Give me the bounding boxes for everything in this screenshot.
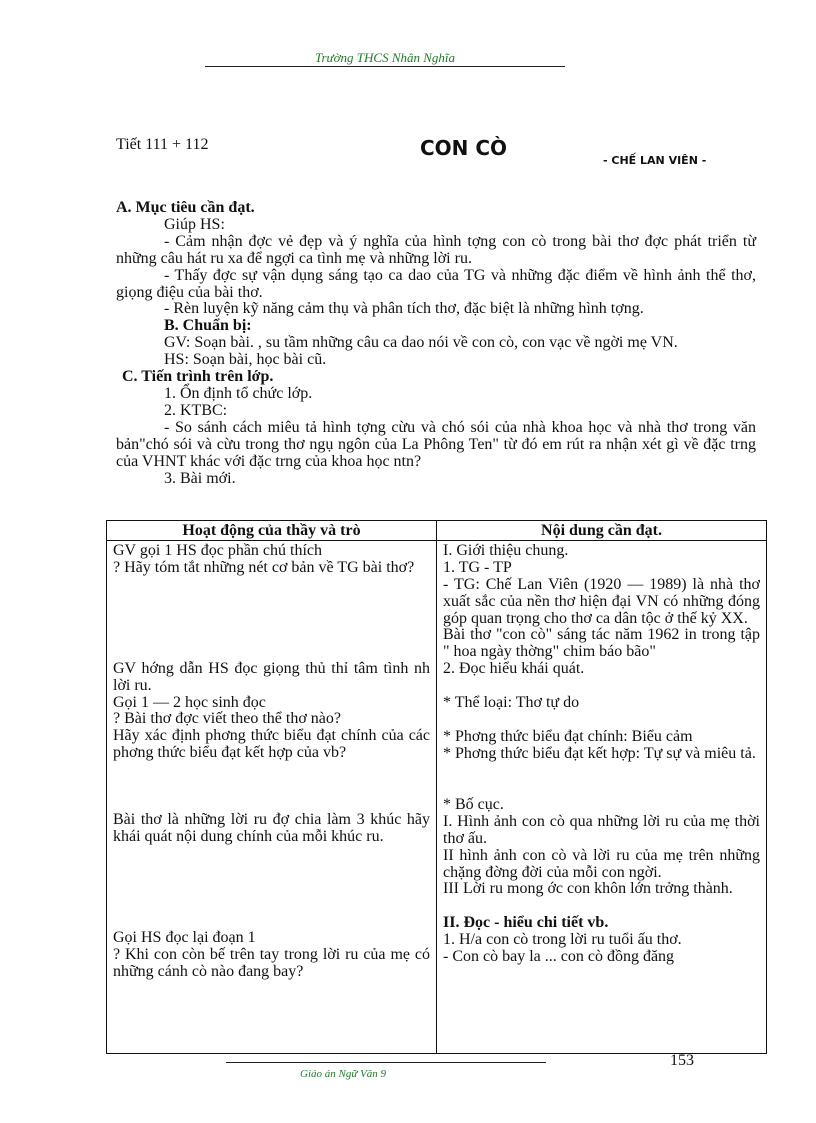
activity-line: ? Bài thơ đợc viết theo thể thơ nào?: [113, 710, 341, 728]
content-line: I. Giới thiệu chung.: [443, 542, 569, 559]
table-header-content: Nội dung cần đạt.: [437, 521, 767, 541]
content-line: 1. TG - TP: [443, 558, 512, 576]
section-a-title: A. Mục tiêu cần đạt.: [116, 199, 255, 216]
activity-line: ? Khi con còn bế trên tay trong lời ru của mẹ có những cánh cò nào đang bay?: [113, 945, 430, 980]
content-column: [437, 540, 767, 1053]
section-b-title: B. Chuẩn bị:: [164, 317, 252, 335]
section-c-title: C. Tiến trình trên lớp.: [122, 368, 274, 386]
activity-line: Gọi 1 — 2 học sinh đọc: [113, 693, 266, 711]
content-line: - Con cò bay la ... con cò đồng đăng: [443, 948, 675, 966]
activity-line: Gọi HS đọc lại đoạn 1: [113, 928, 256, 946]
content-line: III Lời ru mong ớc con khôn lớn trởng thành.: [443, 880, 733, 898]
activity-line: Bài thơ là những lời ru đợ chia làm 3 khúc hãy khái quát nội dung chính của mỗi khúc ru.: [113, 811, 430, 846]
step-2: 2. KTBC:: [164, 401, 228, 419]
table-header-activities: Hoạt động của thầy và trò: [107, 521, 437, 541]
activity-line: GV hớng dẫn HS đọc giọng thủ thỉ tâm tình nh lời ru.: [113, 659, 430, 694]
content-line: 1. H/a con cò trong lời ru tuổi ấu thơ.: [443, 931, 682, 949]
content-line: * Phơng thức biểu đạt kết hợp: Tự sự và miêu tả.: [443, 744, 756, 762]
activity-table: [106, 520, 767, 1054]
content-line: II. Đọc - hiểu chi tiết vb.: [443, 914, 609, 932]
step-3: 3. Bài mới.: [164, 469, 236, 487]
objective-2: - Thấy đợc sự vận dụng sáng tạo ca dao của TG và những đặc điểm về hình ảnh thể thơ, giọng điệu của bài thơ.: [116, 266, 756, 301]
lesson-author: - CHẾ LAN VIÊN -: [603, 154, 707, 167]
page-number: 153: [670, 1052, 694, 1069]
prep-student: HS: Soạn bài, học bài cũ.: [164, 351, 327, 369]
content-line: 2. Đọc hiểu khái quát.: [443, 660, 585, 678]
prep-teacher: GV: Soạn bài. , su tầm những câu ca dao nói về con cò, con vạc về ngời mẹ VN.: [164, 334, 678, 352]
page-footer-subject: Giáo án Ngữ Văn 9: [300, 1068, 387, 1080]
lesson-title: CON CÒ: [420, 136, 508, 160]
header-rule: [205, 66, 565, 67]
activity-line: ? Hãy tóm tắt những nét cơ bản về TG bài thơ?: [113, 558, 415, 576]
objective-1: - Cảm nhận đợc vẻ đẹp và ý nghĩa của hình tợng con cò trong bài thơ đợc phát triển từ những câu hát ru xa để ngợi ca tình mẹ và những lời ru.: [116, 232, 756, 267]
step-1: 1. Ổn định tổ chức lớp.: [164, 384, 313, 402]
footer-rule: [226, 1062, 546, 1063]
objective-3: - Rèn luyện kỹ năng cảm thụ và phân tích thơ, đặc biệt là những hình tợng.: [164, 300, 644, 318]
activities-column: [107, 540, 437, 1053]
section-a-intro: Giúp HS:: [164, 215, 225, 233]
activity-line: GV gọi 1 HS đọc phần chú thích: [113, 542, 323, 559]
content-line: - TG: Chế Lan Viên (1920 — 1989) là nhà thơ xuất sắc của nền thơ hiện đại VN có những đóng góp quan trọng cho thơ ca dân tộc ở thế kỷ XX.: [443, 575, 760, 627]
content-line: II hình ảnh con cò và lời ru của mẹ trên những chặng đờng đời của mỗi con ngời.: [443, 846, 760, 881]
content-line: I. Hình ảnh con cò qua những lời ru của mẹ thời thơ ấu.: [443, 812, 760, 847]
step-2-question: - So sánh cách miêu tả hình tợng cừu và chó sói của nhà khoa học và nhà thơ trong văn bản"chó sói và cừu trong thơ ngụ ngôn của La Phông Ten" từ đó em rút ra nhận xét gì về đặc trng của VHNT khác với đặc trng của khoa học ntn?: [116, 418, 756, 470]
lesson-body: [116, 200, 756, 487]
content-line: Bài thơ "con cò" sáng tác năm 1962 in trong tập " hoa ngày thờng" chim báo bão": [443, 626, 760, 661]
lesson-period: Tiết 111 + 112: [116, 136, 209, 153]
content-line: * Bố cục.: [443, 795, 504, 813]
content-line: * Thể loại: Thơ tự do: [443, 694, 580, 712]
activity-line: Hãy xác định phơng thức biểu đạt chính của các phơng thức biểu đạt kết hợp của vb?: [113, 727, 430, 762]
page-header-school: Trường THCS Nhân Nghĩa: [314, 50, 456, 65]
content-line: * Phơng thức biểu đạt chính: Biểu cảm: [443, 728, 693, 746]
